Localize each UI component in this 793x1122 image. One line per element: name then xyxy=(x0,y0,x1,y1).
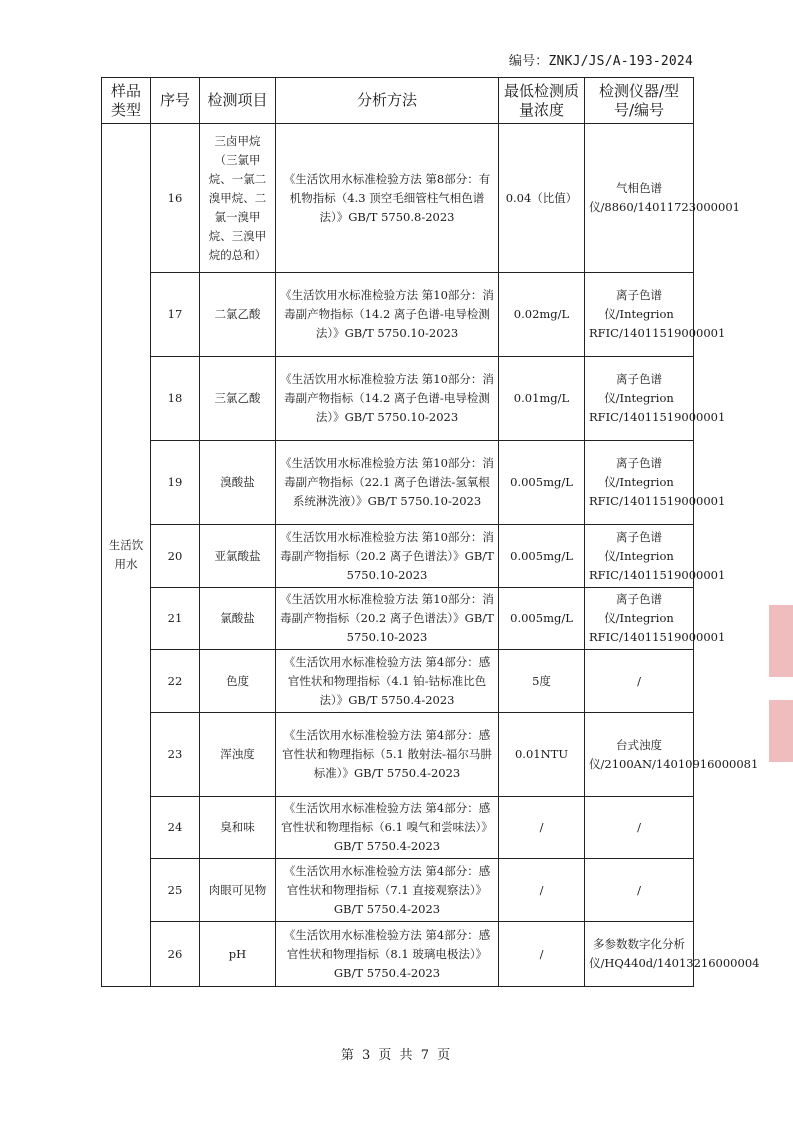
seal-fragment-upper xyxy=(769,605,793,677)
min-conc-cell: / xyxy=(499,859,585,922)
header-seq: 序号 xyxy=(151,78,200,124)
instrument-cell: 离子色谱仪/Integrion RFIC/14011519000001 xyxy=(585,357,694,441)
seq-cell: 21 xyxy=(151,588,200,650)
item-cell: 肉眼可见物 xyxy=(200,859,276,922)
seal-fragment-lower xyxy=(769,700,793,762)
instrument-cell: 离子色谱仪/Integrion RFIC/14011519000001 xyxy=(585,441,694,525)
item-cell: 臭和味 xyxy=(200,797,276,859)
instrument-cell: / xyxy=(585,797,694,859)
instrument-cell: 离子色谱仪/Integrion RFIC/14011519000001 xyxy=(585,525,694,588)
instrument-cell: / xyxy=(585,859,694,922)
min-conc-cell: 0.005mg/L xyxy=(499,441,585,525)
instrument-cell: 多参数数字化分析仪/HQ440d/14013216000004 xyxy=(585,922,694,987)
min-conc-cell: 0.005mg/L xyxy=(499,588,585,650)
table-row xyxy=(102,922,694,987)
table-row xyxy=(102,713,694,797)
header-item: 检测项目 xyxy=(200,78,276,124)
page-footer: 第 3 页 共 7 页 xyxy=(340,1048,453,1063)
method-cell: 《生活饮用水标准检验方法 第8部分：有机物指标（4.3 顶空毛细管柱气相色谱法）》GB/T 5750.8-2023 xyxy=(276,124,499,273)
instrument-cell: 离子色谱仪/Integrion RFIC/14011519000001 xyxy=(585,273,694,357)
item-cell: 二氯乙酸 xyxy=(200,273,276,357)
min-conc-cell: / xyxy=(499,797,585,859)
method-cell: 《生活饮用水标准检验方法 第10部分：消毒副产物指标（20.2 离子色谱法）》GB/T 5750.10-2023 xyxy=(276,588,499,650)
table-row xyxy=(102,525,694,588)
instrument-cell: 台式浊度仪/2100AN/14010916000081 xyxy=(585,713,694,797)
method-cell: 《生活饮用水标准检验方法 第4部分：感官性状和物理指标（5.1 散射法-福尔马肼标准）》GB/T 5750.4-2023 xyxy=(276,713,499,797)
min-conc-cell: / xyxy=(499,922,585,987)
min-conc-cell: 0.005mg/L xyxy=(499,525,585,588)
seq-cell: 20 xyxy=(151,525,200,588)
seq-cell: 19 xyxy=(151,441,200,525)
seq-cell: 22 xyxy=(151,650,200,713)
min-conc-cell: 0.04（比值） xyxy=(499,124,585,273)
table-row xyxy=(102,273,694,357)
method-cell: 《生活饮用水标准检验方法 第10部分：消毒副产物指标（14.2 离子色谱-电导检测法）》GB/T 5750.10-2023 xyxy=(276,357,499,441)
method-cell: 《生活饮用水标准检验方法 第4部分：感官性状和物理指标（6.1 嗅气和尝味法）》GB/T 5750.4-2023 xyxy=(276,797,499,859)
header-method: 分析方法 xyxy=(276,78,499,124)
header-instrument: 检测仪器/型号/编号 xyxy=(585,78,694,124)
item-cell: 三氯乙酸 xyxy=(200,357,276,441)
header-sample-type: 样品类型 xyxy=(102,78,151,124)
method-cell: 《生活饮用水标准检验方法 第10部分：消毒副产物指标（20.2 离子色谱法）》GB/T 5750.10-2023 xyxy=(276,525,499,588)
item-cell: 溴酸盐 xyxy=(200,441,276,525)
min-conc-cell: 0.01mg/L xyxy=(499,357,585,441)
seq-cell: 25 xyxy=(151,859,200,922)
item-cell: pH xyxy=(200,922,276,987)
seq-cell: 16 xyxy=(151,124,200,273)
table-row xyxy=(102,441,694,525)
seq-cell: 17 xyxy=(151,273,200,357)
item-cell: 浑浊度 xyxy=(200,713,276,797)
test-methods-table xyxy=(101,77,760,987)
seq-cell: 26 xyxy=(151,922,200,987)
item-cell: 三卤甲烷（三氯甲烷、一氯二溴甲烷、二氯一溴甲烷、三溴甲烷的总和） xyxy=(200,124,276,273)
table-row xyxy=(102,357,694,441)
min-conc-cell: 5度 xyxy=(499,650,585,713)
sample-type-cell: 生活饮用水 xyxy=(102,124,151,987)
seq-cell: 24 xyxy=(151,797,200,859)
item-cell: 色度 xyxy=(200,650,276,713)
seq-cell: 18 xyxy=(151,357,200,441)
table-row xyxy=(102,859,694,922)
table-header-row xyxy=(102,78,694,124)
instrument-cell: / xyxy=(585,650,694,713)
item-cell: 亚氯酸盐 xyxy=(200,525,276,588)
method-cell: 《生活饮用水标准检验方法 第4部分：感官性状和物理指标（4.1 铂-钴标准比色法）》GB/T 5750.4-2023 xyxy=(276,650,499,713)
instrument-cell: 离子色谱仪/Integrion RFIC/14011519000001 xyxy=(585,588,694,650)
seq-cell: 23 xyxy=(151,713,200,797)
instrument-cell: 气相色谱仪/8860/14011723000001 xyxy=(585,124,694,273)
table-row xyxy=(102,650,694,713)
table-row xyxy=(102,124,694,273)
min-conc-cell: 0.02mg/L xyxy=(499,273,585,357)
method-cell: 《生活饮用水标准检验方法 第4部分：感官性状和物理指标（7.1 直接观察法）》GB/T 5750.4-2023 xyxy=(276,859,499,922)
header-min-conc: 最低检测质量浓度 xyxy=(499,78,585,124)
method-cell: 《生活饮用水标准检验方法 第10部分：消毒副产物指标（14.2 离子色谱-电导检测法）》GB/T 5750.10-2023 xyxy=(276,273,499,357)
table-row xyxy=(102,797,694,859)
document-number: 编号：ZNKJ/JS/A-193-2024 xyxy=(508,54,693,69)
item-cell: 氯酸盐 xyxy=(200,588,276,650)
method-cell: 《生活饮用水标准检验方法 第10部分：消毒副产物指标（22.1 离子色谱法-氢氧根系统淋洗液）》GB/T 5750.10-2023 xyxy=(276,441,499,525)
min-conc-cell: 0.01NTU xyxy=(499,713,585,797)
table-row xyxy=(102,588,694,650)
method-cell: 《生活饮用水标准检验方法 第4部分：感官性状和物理指标（8.1 玻璃电极法）》GB/T 5750.4-2023 xyxy=(276,922,499,987)
